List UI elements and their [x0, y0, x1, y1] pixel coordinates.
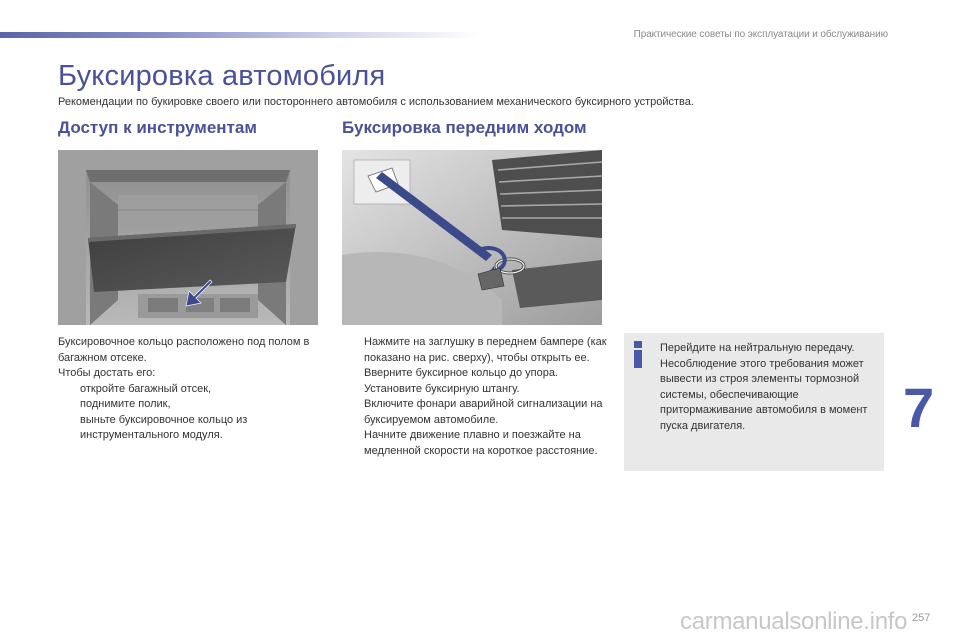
- chapter-number: 7: [903, 376, 935, 439]
- list-item: Начните движение плавно и поезжайте на медленной скорости на короткое расстояние.: [364, 429, 598, 457]
- towing-text: [342, 335, 612, 459]
- tools-intro-line: Чтобы достать его:: [58, 367, 156, 379]
- tools-access-text: [58, 335, 318, 444]
- car-trunk-illustration: [58, 150, 318, 325]
- header-section-title: Практические советы по эксплуатации и обслуживанию: [633, 29, 888, 40]
- info-text: Перейдите на нейтральную передачу. Несоблюдение этого требования может вывести из строя элементы тормозной системы, обеспечивающие притормаживание автомобиля в момент пуска двигателя.: [660, 342, 868, 432]
- info-box: [624, 333, 884, 471]
- watermark: carmanualsonline.info: [680, 608, 908, 635]
- list-item: Нажмите на заглушку в переднем бампере (как показано на рис. сверху), чтобы открыть ее.: [364, 336, 607, 364]
- tools-intro-line: Буксировочное кольцо расположено под полом в багажном отсеке.: [58, 336, 310, 364]
- list-item: Включите фонари аварийной сигнализации на буксируемом автомобиле.: [364, 398, 603, 426]
- front-bumper-illustration: [342, 150, 602, 325]
- towing-steps-list: [342, 335, 612, 459]
- list-item: поднимите полик,: [80, 398, 171, 410]
- section-title-towing: Буксировка передним ходом: [342, 118, 587, 137]
- list-item: откройте багажный отсек,: [80, 382, 212, 395]
- info-icon: [632, 341, 644, 369]
- section-title-tools: Доступ к инструментам: [58, 118, 257, 137]
- page-title: Буксировка автомобиля: [58, 60, 386, 92]
- header-gradient-bar: [0, 32, 480, 38]
- page-number: 257: [912, 612, 931, 624]
- list-item: Вверните буксирное кольцо до упора.: [364, 367, 558, 379]
- page-intro: Рекомендации по букировке своего или постороннего автомобиля с использованием механического буксирного устройства.: [58, 96, 694, 108]
- tools-steps-list: [58, 382, 318, 444]
- list-item: Установите буксирную штангу.: [364, 382, 520, 395]
- list-item: выньте буксировочное кольцо из инструментального модуля.: [80, 413, 248, 441]
